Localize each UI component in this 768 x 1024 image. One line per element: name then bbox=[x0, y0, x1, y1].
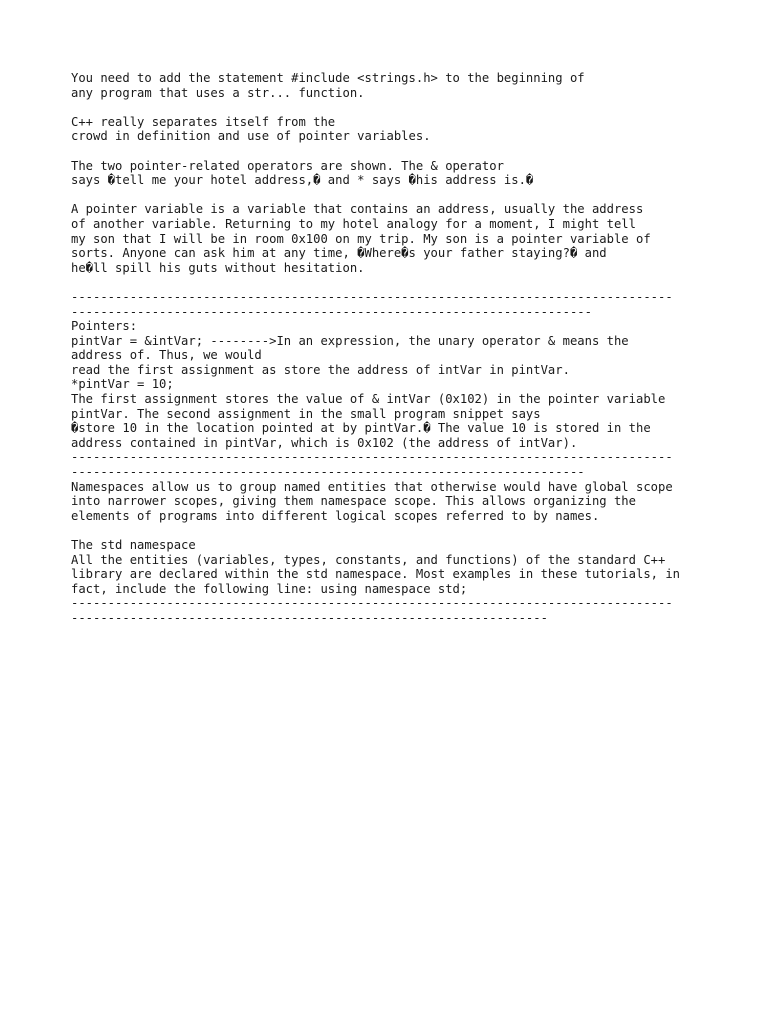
text-line: any program that uses a str... function. bbox=[71, 85, 365, 100]
text-line: All the entities (variables, types, constants, and functions) of the standard C++ bbox=[71, 552, 666, 567]
text-line: fact, include the following line: using namespace std; bbox=[71, 581, 468, 596]
blank-line bbox=[71, 144, 711, 159]
separator-line: ---------------------------------------------------------------------------------- bbox=[71, 289, 673, 304]
document-page bbox=[71, 71, 711, 626]
text-line: of another variable. Returning to my hotel analogy for a moment, I might tell bbox=[71, 216, 636, 231]
blank-line bbox=[71, 188, 711, 203]
code-line: *pintVar = 10; bbox=[71, 377, 174, 392]
text-line: The first assignment stores the value of & intVar (0x102) in the pointer variable bbox=[71, 392, 666, 407]
text-line: Namespaces allow us to group named entities that otherwise would have global scope bbox=[71, 479, 673, 494]
text-line: The two pointer-related operators are shown. The & operator bbox=[71, 158, 504, 173]
blank-line bbox=[71, 523, 711, 538]
text-line: elements of programs into different logical scopes referred to by names. bbox=[71, 508, 600, 523]
code-line: pintVar = &intVar; -------->In an expression, the unary operator & means the bbox=[71, 333, 629, 348]
text-line: C++ really separates itself from the bbox=[71, 114, 336, 129]
text-line: crowd in definition and use of pointer variables. bbox=[71, 129, 431, 144]
text-line: A pointer variable is a variable that contains an address, usually the address bbox=[71, 202, 644, 217]
text-line: pintVar. The second assignment in the small program snippet says bbox=[71, 406, 541, 421]
blank-line bbox=[71, 275, 711, 290]
text-line: �store 10 in the location pointed at by pintVar.� The value 10 is stored in the bbox=[71, 421, 651, 436]
section-heading: Pointers: bbox=[71, 319, 138, 334]
text-line: into narrower scopes, giving them namespace scope. This allows organizing the bbox=[71, 494, 636, 509]
separator-line: ----------------------------------------------------------------- bbox=[71, 610, 548, 625]
text-line: says �tell me your hotel address,� and * says �his address is.� bbox=[71, 173, 534, 188]
text-line: my son that I will be in room 0x100 on my trip. My son is a pointer variable of bbox=[71, 231, 651, 246]
separator-line: ----------------------------------------------------------------------- bbox=[71, 304, 592, 319]
text-line: address of. Thus, we would bbox=[71, 348, 262, 363]
blank-line bbox=[71, 100, 711, 115]
text-line: sorts. Anyone can ask him at any time, �Where�s your father staying?� and bbox=[71, 246, 607, 261]
separator-line: ---------------------------------------------------------------------- bbox=[71, 465, 585, 480]
section-heading: The std namespace bbox=[71, 538, 196, 552]
text-line: address contained in pintVar, which is 0x102 (the address of intVar). bbox=[71, 435, 578, 450]
text-line: library are declared within the std namespace. Most examples in these tutorials, in bbox=[71, 567, 681, 582]
text-line: read the first assignment as store the address of intVar in pintVar. bbox=[71, 362, 570, 377]
separator-line: ---------------------------------------------------------------------------------- bbox=[71, 596, 673, 611]
separator-line: ---------------------------------------------------------------------------------- bbox=[71, 450, 673, 465]
text-line: he�ll spill his guts without hesitation. bbox=[71, 260, 365, 275]
text-line: You need to add the statement #include <strings.h> to the beginning of bbox=[71, 71, 585, 85]
